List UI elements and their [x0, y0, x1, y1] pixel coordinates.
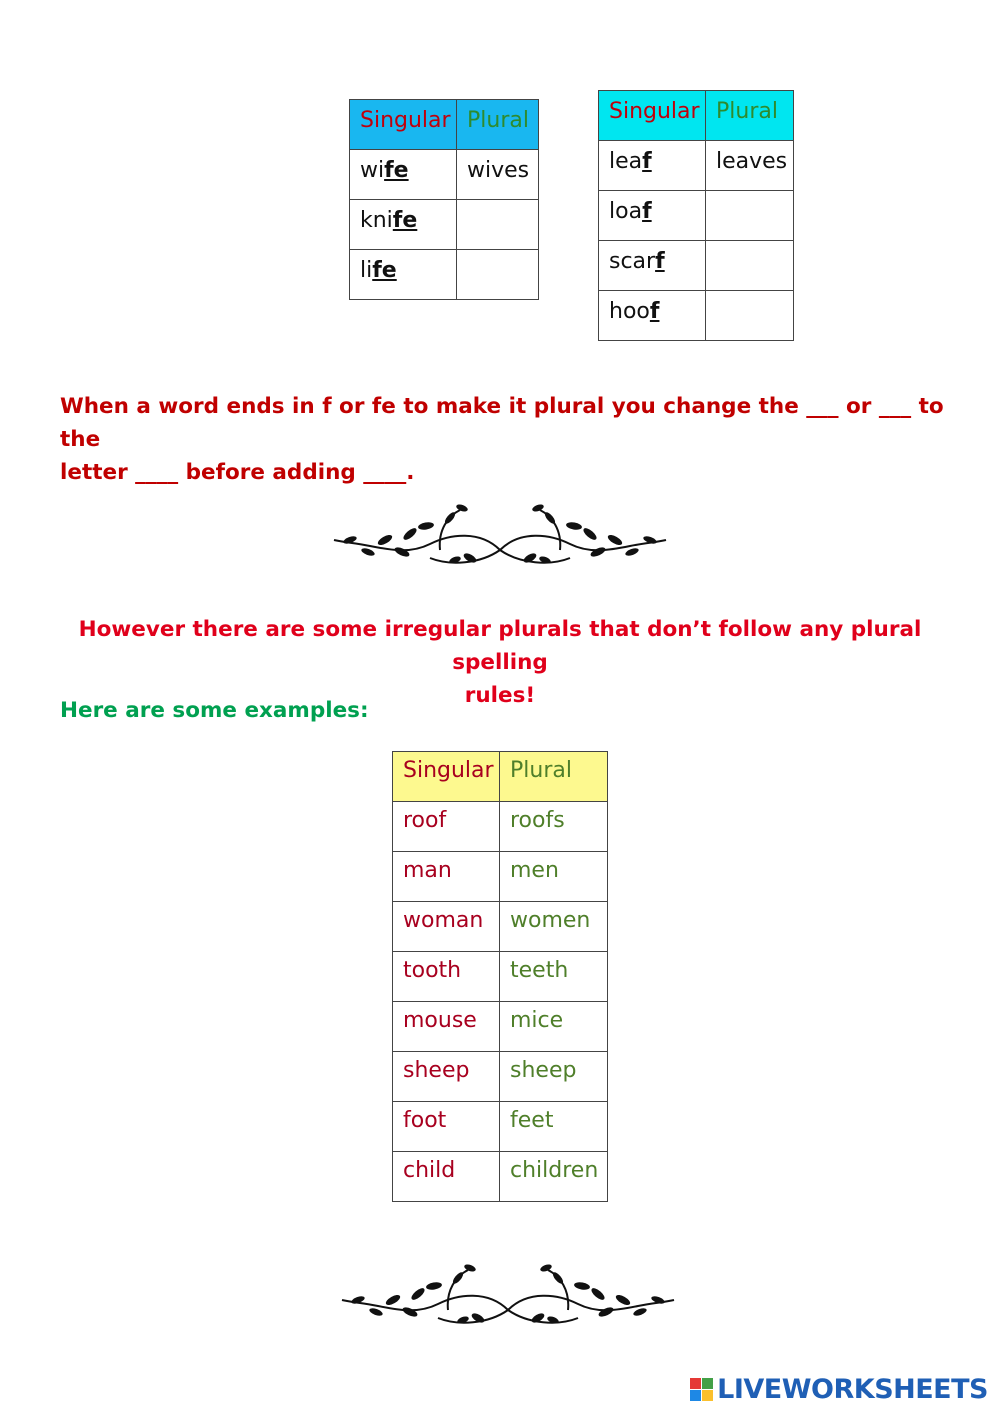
singular-cell	[350, 150, 457, 200]
rule-line-1: When a word ends in f or fe to make it plural you change the ___ or ___ to the	[60, 394, 944, 452]
logo-square	[690, 1378, 701, 1389]
liveworksheets-brand[interactable]	[690, 1372, 988, 1406]
table-row	[393, 1152, 608, 1202]
table-row	[393, 852, 608, 902]
word-ending: f	[642, 149, 652, 174]
word-stem: lea	[609, 149, 643, 174]
plural-cell: children	[500, 1152, 608, 1202]
singular-cell: sheep	[393, 1052, 500, 1102]
table-row	[393, 902, 608, 952]
table-row	[350, 150, 539, 200]
examples-heading: Here are some examples:	[60, 698, 369, 723]
rule-line-2: letter ____ before adding ____.	[60, 460, 415, 485]
word-stem: scar	[609, 249, 656, 274]
table-row	[393, 952, 608, 1002]
singular-cell	[350, 200, 457, 250]
word-stem: wi	[360, 158, 385, 183]
plural-answer-cell[interactable]	[706, 241, 794, 291]
note-line-2: rules!	[464, 683, 536, 708]
word-ending: fe	[384, 158, 409, 183]
plural-cell: roofs	[500, 802, 608, 852]
word-stem: loa	[609, 199, 643, 224]
word-ending: fe	[372, 258, 397, 283]
plural-answer-cell[interactable]: wives	[457, 150, 539, 200]
word-ending: f	[655, 249, 665, 274]
plural-cell: feet	[500, 1102, 608, 1152]
singular-cell	[350, 250, 457, 300]
plural-cell: men	[500, 852, 608, 902]
plural-cell: women	[500, 902, 608, 952]
word-stem: li	[360, 258, 373, 283]
logo-square	[690, 1390, 701, 1401]
table-row	[393, 1002, 608, 1052]
table-row	[350, 200, 539, 250]
plural-answer-cell[interactable]: leaves	[706, 141, 794, 191]
plural-header: Plural	[500, 752, 608, 802]
table-row	[599, 241, 794, 291]
spelling-rule-text	[60, 390, 950, 489]
singular-cell: tooth	[393, 952, 500, 1002]
word-ending: fe	[392, 208, 418, 233]
singular-cell: roof	[393, 802, 500, 852]
f-words-table	[598, 90, 794, 341]
plural-answer-cell[interactable]	[457, 200, 539, 250]
table-row	[393, 1102, 608, 1152]
singular-header: Singular	[350, 100, 457, 150]
logo-square	[702, 1378, 713, 1389]
vine-ornament-icon	[330, 500, 670, 572]
plural-cell: sheep	[500, 1052, 608, 1102]
table-row	[350, 250, 539, 300]
logo-square	[702, 1390, 713, 1401]
vine-ornament-icon	[338, 1260, 678, 1332]
note-line-1: However there are some irregular plurals that don’t follow any plural spelling	[78, 617, 922, 675]
singular-cell	[599, 241, 706, 291]
table-row	[393, 1052, 608, 1102]
plural-header: Plural	[457, 100, 539, 150]
singular-header: Singular	[393, 752, 500, 802]
table-row	[599, 191, 794, 241]
singular-cell: foot	[393, 1102, 500, 1152]
word-stem: hoo	[609, 299, 650, 324]
table-header-row	[393, 752, 608, 802]
irregular-plurals-table	[392, 751, 608, 1202]
word-stem: kni	[360, 208, 393, 233]
singular-cell: child	[393, 1152, 500, 1202]
plural-cell: mice	[500, 1002, 608, 1052]
plural-header: Plural	[706, 91, 794, 141]
singular-header: Singular	[599, 91, 706, 141]
word-ending: f	[642, 199, 652, 224]
word-ending: f	[649, 299, 660, 324]
singular-cell	[599, 191, 706, 241]
table-row	[599, 141, 794, 191]
fe-words-table	[349, 99, 539, 300]
singular-cell: man	[393, 852, 500, 902]
plural-answer-cell[interactable]	[706, 291, 794, 341]
plural-answer-cell[interactable]	[457, 250, 539, 300]
plural-answer-cell[interactable]	[706, 191, 794, 241]
brand-name: LIVEWORKSHEETS	[717, 1373, 988, 1405]
table-header-row	[599, 91, 794, 141]
table-row	[393, 802, 608, 852]
table-row	[599, 291, 794, 341]
plural-cell: teeth	[500, 952, 608, 1002]
liveworksheets-logo-icon	[690, 1378, 713, 1401]
singular-cell: woman	[393, 902, 500, 952]
singular-cell: mouse	[393, 1002, 500, 1052]
singular-cell	[599, 291, 706, 341]
singular-cell	[599, 141, 706, 191]
table-header-row	[350, 100, 539, 150]
